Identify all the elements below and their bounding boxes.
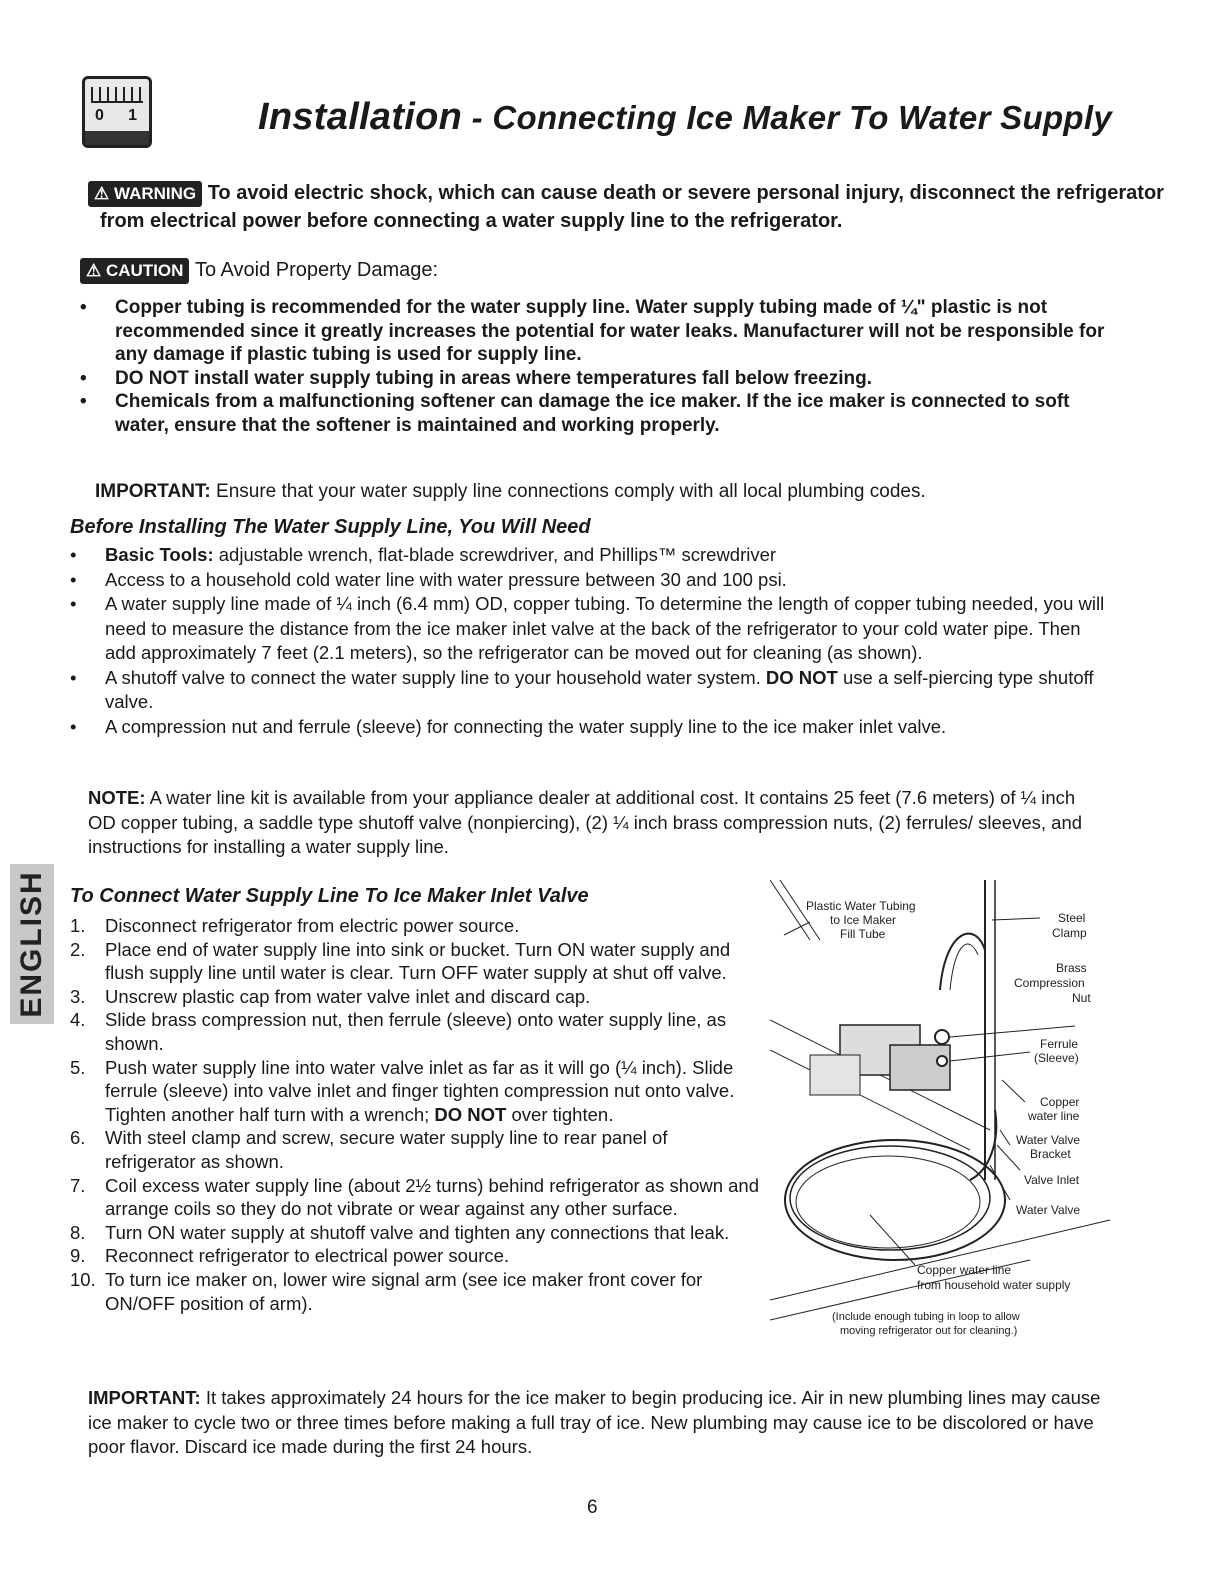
ice-maker-connection-diagram bbox=[770, 880, 1115, 1360]
note-block: NOTE: A water line kit is available from your appliance dealer at additional cost. It contains 25 feet (7.6 meters) of ¼ inch OD copper tubing, a saddle type shutoff valve (nonpiercing), (2) ¼ inch brass compression nuts, (2) ferrules/ sleeves, and instructions for installing a water supply line. bbox=[88, 787, 1083, 857]
label-plastic-tubing: Plastic Water Tubing bbox=[806, 899, 916, 913]
caution-heading: To Avoid Property Damage: bbox=[194, 259, 439, 281]
connect-section bbox=[70, 885, 760, 1315]
caution-block bbox=[80, 258, 1120, 437]
important-note-1: IMPORTANT: Ensure that your water supply line connections comply with all local plumbing codes. bbox=[95, 481, 926, 502]
label-include-note-2: moving refrigerator out for cleaning.) bbox=[840, 1325, 1018, 1337]
language-tab: ENGLISH bbox=[10, 864, 54, 1024]
label-water-valve: Water Valve bbox=[1016, 1203, 1081, 1217]
caution-item: • Copper tubing is recommended for the water supply line. Water supply tubing made of ¼" plastic is not recommended since it greatly increases the potential for water leaks. Manufacturer will not be responsible for any damage if plastic tubing is used for supply line. bbox=[80, 296, 1120, 367]
label-compression: Compression bbox=[1014, 976, 1085, 990]
step-item: 9. Reconnect refrigerator to electrical power source. bbox=[70, 1245, 510, 1267]
caution-badge: ⚠ CAUTION bbox=[80, 258, 189, 284]
step-item: 8. Turn ON water supply at shutoff valve and tighten any connections that leak. bbox=[70, 1221, 730, 1243]
step-item: 4. Slide brass compression nut, then ferrule (sleeve) onto water supply line, as shown. bbox=[70, 1009, 727, 1054]
step-item: 5. Push water supply line into water valve inlet as far as it will go (¼ inch). Slide ferrule (sleeve) into valve inlet and finger tighten compression nut onto valve. Tighten another half turn with a wrench; DO NOT over tighten. bbox=[70, 1056, 735, 1125]
label-ferrule: Ferrule bbox=[1040, 1037, 1079, 1051]
connect-heading: To Connect Water Supply Line To Ice Maker Inlet Valve bbox=[70, 885, 589, 907]
label-include-note: (Include enough tubing in loop to allow bbox=[832, 1311, 1020, 1323]
label-sleeve: (Sleeve) bbox=[1034, 1051, 1079, 1065]
ferrule-icon bbox=[937, 1056, 947, 1066]
label-water-line: water line bbox=[1028, 1109, 1080, 1123]
label-copper: Copper bbox=[1040, 1095, 1080, 1109]
compression-nut-icon bbox=[935, 1030, 949, 1044]
page-number: 6 bbox=[587, 1497, 598, 1518]
connect-steps bbox=[70, 914, 760, 1315]
label-nut: Nut bbox=[1072, 991, 1091, 1005]
label-clamp: Clamp bbox=[1052, 926, 1087, 940]
step-item: 10. To turn ice maker on, lower wire signal arm (see ice maker front cover for ON/OFF position of arm). bbox=[70, 1268, 703, 1314]
icon-digit-1: 1 bbox=[128, 107, 137, 124]
label-household-supply: from household water supply bbox=[917, 1278, 1071, 1292]
warning-badge: ⚠ WARNING bbox=[88, 181, 202, 207]
step-item: 7. Coil excess water supply line (about 2½ turns) behind refrigerator as shown and arrange coils so they do not vibrate or wear against any other surface. bbox=[70, 1174, 760, 1220]
step-item: 6. With steel clamp and screw, secure water supply line to rear panel of refrigerator as shown. bbox=[70, 1127, 668, 1172]
page-title bbox=[258, 96, 1112, 139]
warning-line2: from electrical power before connecting a water supply line to the refrigerator. bbox=[100, 210, 843, 232]
before-item: • A compression nut and ferrule (sleeve) for connecting the water supply line to the ice maker inlet valve. bbox=[70, 715, 1110, 740]
label-water-valve-bracket: Water Valve bbox=[1016, 1133, 1081, 1147]
label-steel: Steel bbox=[1058, 911, 1086, 925]
label-plastic-tubing-2: to Ice Maker bbox=[830, 913, 897, 927]
step-item: 2. Place end of water supply line into sink or bucket. Turn ON water supply and flush supply line until water is clear. Turn OFF water supply at shut off valve. bbox=[70, 938, 731, 984]
label-valve-inlet: Valve Inlet bbox=[1024, 1173, 1080, 1187]
before-item: • Access to a household cold water line with water pressure between 30 and 100 psi. bbox=[70, 568, 1110, 593]
title-sub: - Connecting Ice Maker To Water Supply bbox=[462, 99, 1112, 136]
before-list bbox=[70, 543, 1110, 739]
caution-item: • Chemicals from a malfunctioning softener can damage the ice maker. If the ice maker is connected to soft water, ensure that the softener is maintained and working properly. bbox=[80, 390, 1120, 437]
label-fill-tube: Fill Tube bbox=[840, 927, 886, 941]
label-bracket: Bracket bbox=[1030, 1147, 1071, 1161]
before-section bbox=[70, 516, 1110, 739]
ruler-icon bbox=[82, 76, 152, 148]
warning-block bbox=[88, 181, 1164, 233]
before-item: • Basic Tools: adjustable wrench, flat-blade screwdriver, and Phillips™ screwdriver bbox=[70, 543, 1110, 568]
before-item: • A water supply line made of ¼ inch (6.4 mm) OD, copper tubing. To determine the length of copper tubing needed, you will need to measure the distance from the ice maker inlet valve at the back of the refrigerator to your cold water pipe. Then add approximately 7 feet (2.1 meters), so the refrigerator can be moved out for cleaning (as shown). bbox=[70, 592, 1110, 666]
caution-item: • DO NOT install water supply tubing in areas where temperatures fall below freezing. bbox=[80, 367, 1120, 391]
label-copper-household: Copper water line bbox=[917, 1263, 1012, 1277]
step-item: 3. Unscrew plastic cap from water valve inlet and discard cap. bbox=[70, 985, 591, 1007]
icon-digit-0: 0 bbox=[95, 107, 104, 124]
important-note-2: IMPORTANT: It takes approximately 24 hours for the ice maker to begin producing ice. Air in new plumbing lines may cause ice maker to cycle two or three times before making a full tray of ice. New plumbing may cause ice to be discolored or have poor flavor. Discard ice made during the first 24 hours. bbox=[88, 1387, 1101, 1457]
before-heading: Before Installing The Water Supply Line, You Will Need bbox=[70, 516, 591, 538]
before-item: • A shutoff valve to connect the water supply line to your household water system. DO NOT use a self-piercing type shutoff valve. bbox=[70, 666, 1110, 715]
warning-line1: To avoid electric shock, which can cause death or severe personal injury, disconnect the refrigerator bbox=[207, 182, 1164, 204]
title-main: Installation bbox=[258, 96, 463, 138]
label-brass: Brass bbox=[1056, 961, 1087, 975]
caution-list bbox=[80, 296, 1120, 437]
step-item: 1. Disconnect refrigerator from electric power source. bbox=[70, 915, 520, 936]
